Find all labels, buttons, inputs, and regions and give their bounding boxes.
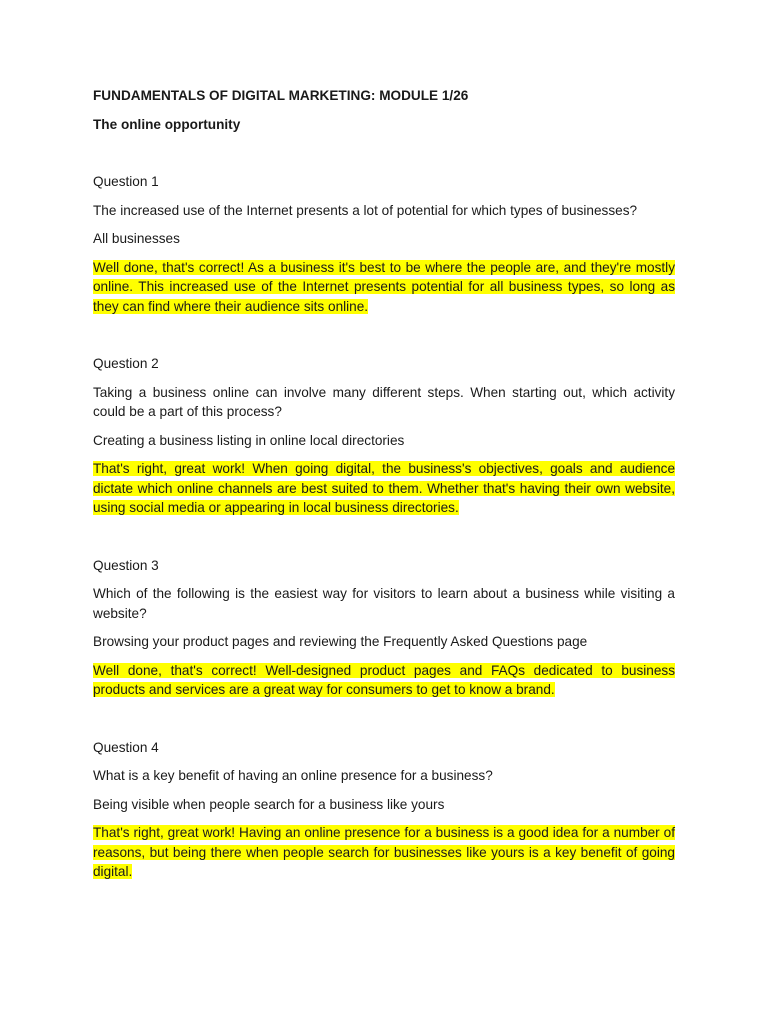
document-subtitle: The online opportunity xyxy=(93,116,241,132)
question-block xyxy=(93,354,675,518)
feedback-highlight: That's right, great work! Having an online presence for a business is a good idea for a number of reasons, but being there when people search for businesses like yours is a key benefit of going digital. xyxy=(93,825,675,879)
feedback-paragraph xyxy=(93,258,675,317)
question-block xyxy=(93,738,675,882)
answer-text: Creating a business listing in online local directories xyxy=(93,432,405,448)
answer-text: Browsing your product pages and reviewing the Frequently Asked Questions page xyxy=(93,634,588,649)
question-text: The increased use of the Internet presents a lot of potential for which types of businesses? xyxy=(93,202,638,218)
feedback-paragraph xyxy=(93,459,675,518)
question-label: Question 1 xyxy=(93,174,159,189)
feedback-paragraph xyxy=(93,661,675,700)
question-text: Taking a business online can involve many different steps. When starting out, which activity could be a part of this process? xyxy=(93,384,675,419)
question-block xyxy=(93,556,675,700)
document-page xyxy=(93,86,675,920)
feedback-highlight: Well done, that's correct! Well-designed product pages and FAQs dedicated to business products and services are a great way for consumers to get to know a brand. xyxy=(93,662,675,697)
question-label: Question 2 xyxy=(93,356,159,371)
question-label: Question 4 xyxy=(93,739,159,755)
question-label: Question 3 xyxy=(93,557,159,573)
document-title: FUNDAMENTALS OF DIGITAL MARKETING: MODULE 1/26 xyxy=(93,88,469,103)
question-text: What is a key benefit of having an online presence for a business? xyxy=(93,768,493,783)
answer-text: All businesses xyxy=(93,231,180,246)
feedback-highlight: Well done, that's correct! As a business it's best to be where the people are, and they're mostly online. This increased use of the Internet presents potential for all business types, so long as they can find where their audience sits online. xyxy=(93,259,675,314)
feedback-highlight: That's right, great work! When going digital, the business's objectives, goals and audience dictate which online channels are best suited to them. Whether that's having their own website, using social media or appearing in local business directories. xyxy=(93,461,675,515)
question-block xyxy=(93,172,675,316)
answer-text: Being visible when people search for a business like yours xyxy=(93,796,445,812)
feedback-paragraph xyxy=(93,823,675,882)
question-text: Which of the following is the easiest way for visitors to learn about a business while visiting a website? xyxy=(93,586,675,621)
